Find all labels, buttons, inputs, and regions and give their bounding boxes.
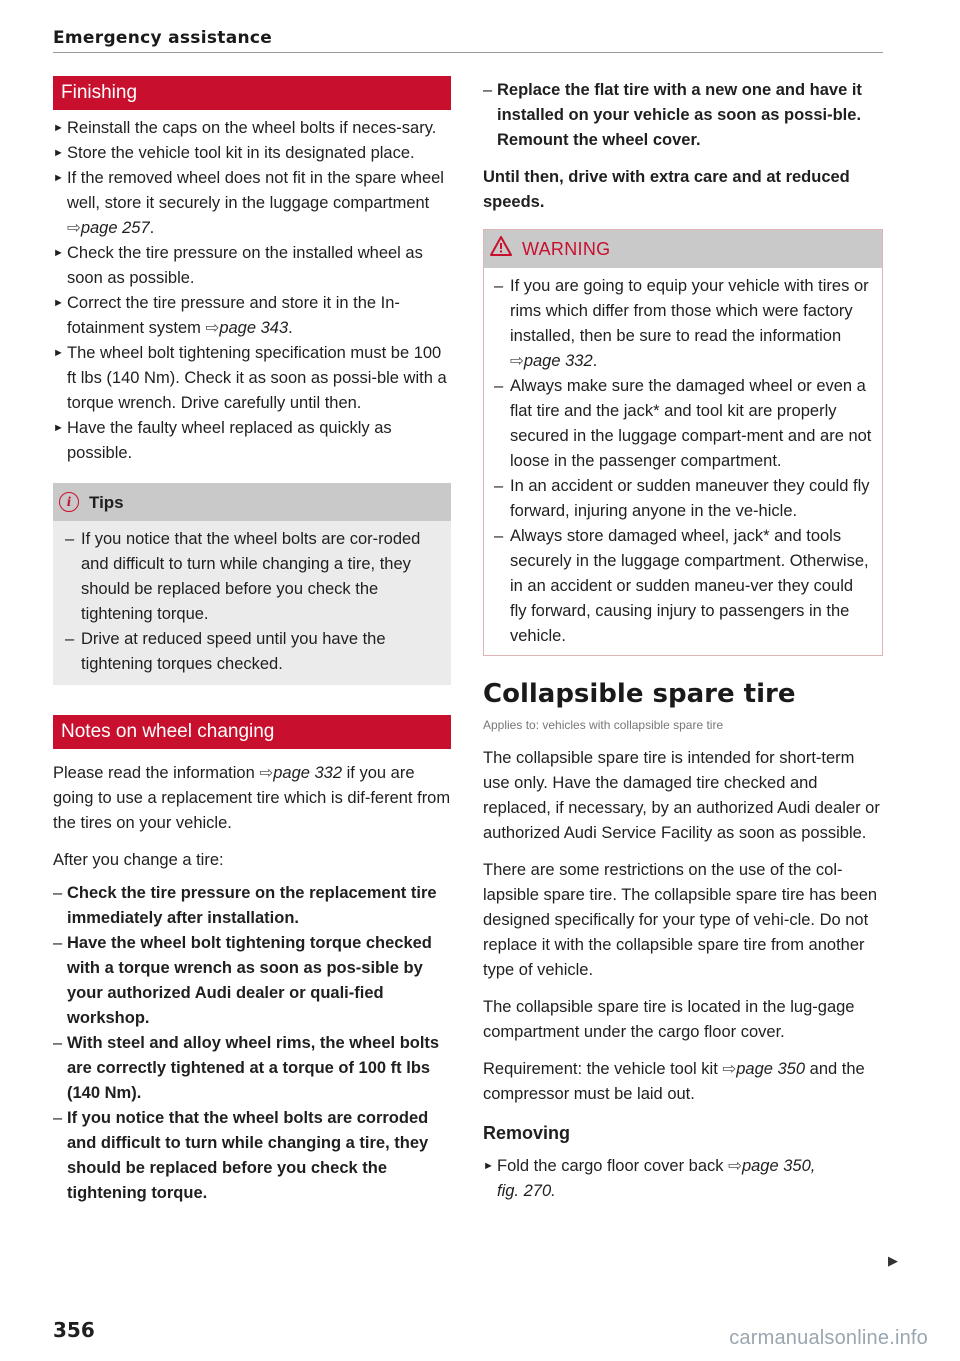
- page-reference-link[interactable]: page 332: [523, 352, 593, 370]
- page-reference-link[interactable]: page 257: [80, 219, 150, 237]
- arrow-bullet-icon: ►: [483, 1160, 494, 1172]
- list-item: ► Check the tire pressure on the installed wheel as soon as possible.: [53, 241, 451, 291]
- finishing-list: [53, 116, 451, 466]
- list-item: – Check the tire pressure on the replacement tire immediately after installation.: [53, 884, 437, 927]
- arrow-bullet-icon: ►: [53, 147, 64, 159]
- list-item: – Always store damaged wheel, jack* and tools securely in the luggage compartment. Otherwise, in an accident or sudden maneu-ver they could fly forward, causing injury to passengers in the vehicle.: [494, 527, 869, 645]
- list-item: – Have the wheel bolt tightening torque checked with a torque wrench as soon as pos-sible by your authorized Audi dealer or quali-fied workshop.: [53, 934, 432, 1027]
- section-heading-finishing: Finishing: [53, 76, 451, 110]
- notes-after: After you change a tire:: [53, 851, 224, 869]
- arrow-bullet-icon: ►: [53, 172, 64, 184]
- list-item: – Drive at reduced speed until you have the tightening torques checked.: [65, 630, 386, 673]
- list-item: ► Store the vehicle tool kit in its designated place.: [53, 141, 451, 166]
- spare-paragraph-1: The collapsible spare tire is intended for short-term use only. Have the damaged tire checked and replaced, if necessary, by an authorized Audi dealer or authorized Audi Service Facility as soon as possible.: [483, 749, 880, 842]
- list-item: – Replace the flat tire with a new one and have it installed on your vehicle as soon as possi-ble. Remount the wheel cover.: [483, 81, 862, 149]
- section-title-collapsible-spare-tire: Collapsible spare tire: [483, 679, 796, 709]
- warning-box: [483, 229, 883, 656]
- tips-title: Tips: [89, 492, 124, 512]
- reference-arrow-icon: ⇨: [510, 352, 524, 370]
- warning-header: [484, 230, 882, 268]
- list-item: ► The wheel bolt tightening specification must be 100 ft lbs (140 Nm). Check it as soon as possi-ble with a torque wrench. Drive carefully until then.: [53, 341, 451, 416]
- reference-arrow-icon: ⇨: [205, 319, 220, 337]
- warning-list: [484, 268, 882, 655]
- left-column: [53, 76, 451, 1206]
- tips-box: [53, 483, 451, 685]
- info-icon: i: [59, 492, 79, 512]
- requirement-text: Requirement: the vehicle tool kit ⇨page 350 and the compressor must be laid out.: [483, 1060, 865, 1103]
- list-item: ► Fold the cargo floor cover back ⇨page 350, fig. 270.: [483, 1154, 883, 1204]
- spare-paragraph-2: There are some restrictions on the use of the col-lapsible spare tire. The collapsible spare tire has been designed specifically for your type of vehi-cle. Do not replace it with the collapsible spare tire from another type of vehicle.: [483, 861, 878, 979]
- tips-header: [53, 483, 451, 521]
- reference-arrow-icon: ⇨: [722, 1060, 737, 1078]
- notes-list: [53, 881, 451, 1206]
- warning-triangle-icon: [490, 236, 512, 263]
- arrow-bullet-icon: ►: [53, 347, 64, 359]
- page-reference-link[interactable]: page 350: [736, 1060, 806, 1078]
- replace-list: [483, 78, 883, 153]
- arrow-bullet-icon: ►: [53, 297, 64, 309]
- watermark: carmanualsonline.info: [729, 1327, 928, 1349]
- reference-arrow-icon: ⇨: [259, 764, 274, 782]
- removing-list: [483, 1154, 883, 1204]
- list-item: – If you notice that the wheel bolts are cor-roded and difficult to turn while changing a tire, they should be replaced before you check the tightening torque.: [65, 530, 421, 623]
- list-item: ► Correct the tire pressure and store it in the In-fotainment system ⇨page 343.: [53, 291, 451, 341]
- list-item: – In an accident or sudden maneuver they could fly forward, injuring anyone in the ve-hicle.: [494, 477, 870, 520]
- page-reference-link[interactable]: page 332: [273, 764, 343, 782]
- right-column: [483, 76, 883, 1204]
- notes-intro: Please read the information ⇨page 332 if you are going to use a replacement tire which is dif-ferent from the tires on your vehicle.: [53, 764, 451, 832]
- section-heading-notes: Notes on wheel changing: [53, 715, 451, 749]
- reference-arrow-icon: ⇨: [728, 1157, 742, 1175]
- page-reference-link[interactable]: page 343: [219, 319, 289, 337]
- list-item: ► If the removed wheel does not fit in the spare wheel well, store it securely in the luggage compartment ⇨page 257.: [53, 166, 451, 241]
- tips-list: [53, 521, 451, 685]
- list-item: ► Have the faulty wheel replaced as quickly as possible.: [53, 416, 451, 466]
- arrow-bullet-icon: ►: [53, 122, 64, 134]
- page-number: 356: [53, 1318, 95, 1342]
- page-reference-link[interactable]: page 350,: [741, 1157, 816, 1175]
- removing-heading: Removing: [483, 1123, 571, 1143]
- until-then-text: Until then, drive with extra care and at reduced speeds.: [483, 168, 850, 211]
- list-item: – If you are going to equip your vehicle with tires or rims which differ from those which were factory installed, then be sure to read the information ⇨page 332.: [494, 277, 869, 370]
- list-item: – If you notice that the wheel bolts are corroded and difficult to turn while changing a tire, they should be replaced before you check the tightening torque.: [53, 1109, 429, 1202]
- list-item: – With steel and alloy wheel rims, the wheel bolts are correctly tightened at a torque of 100 ft lbs (140 Nm).: [53, 1034, 440, 1102]
- page-header-title: Emergency assistance: [53, 28, 273, 48]
- applies-to-note: Applies to: vehicles with collapsible spare tire: [483, 718, 724, 732]
- reference-arrow-icon: ⇨: [67, 219, 81, 237]
- arrow-bullet-icon: ►: [53, 422, 64, 434]
- arrow-bullet-icon: ►: [53, 247, 64, 259]
- warning-title: WARNING: [522, 238, 611, 259]
- spare-paragraph-3: The collapsible spare tire is located in the lug-gage compartment under the cargo floor cover.: [483, 998, 855, 1041]
- figure-reference[interactable]: fig. 270.: [497, 1182, 556, 1200]
- list-item: – Always make sure the damaged wheel or even a flat tire and the jack* and tool kit are properly secured in the luggage compart-ment and are not loose in the passenger compartment.: [494, 377, 872, 470]
- list-item: ► Reinstall the caps on the wheel bolts if neces-sary.: [53, 116, 451, 141]
- header-divider: [53, 52, 883, 53]
- continue-arrow-icon: ▶: [888, 1253, 898, 1268]
